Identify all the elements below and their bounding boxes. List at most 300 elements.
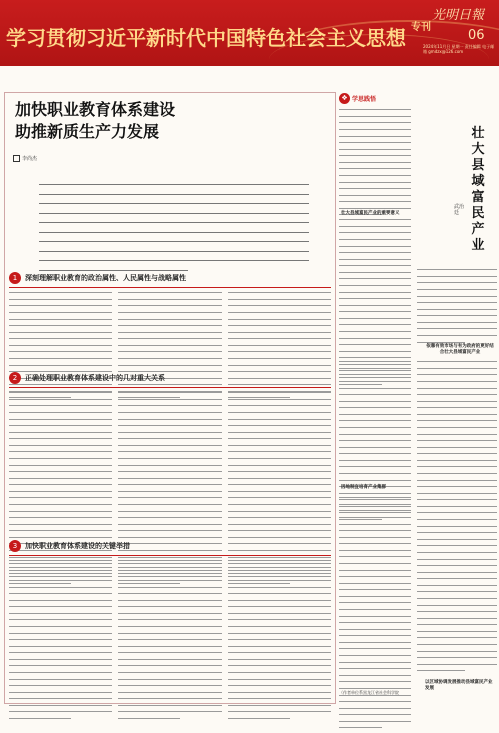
text-line [339,246,411,251]
text-line [228,626,331,631]
lede-line [39,251,309,260]
text-line [228,711,331,716]
text-line [118,619,221,624]
text-line [417,657,497,662]
text-line [417,598,497,603]
text-line [417,480,497,485]
text-line [339,311,411,316]
section-title: 加快职业教育体系建设的关键举措 [25,542,130,550]
text-line [9,345,112,350]
text-line [339,324,411,329]
text-line [228,652,331,657]
text-line [9,419,112,424]
text-line [9,438,112,443]
banner-title: 学习贯彻习近平新时代中国特色社会主义思想 [6,26,406,50]
text-line [339,149,411,154]
text-line [9,530,112,535]
text-line [9,692,112,697]
text-line [339,563,411,568]
page-number: 06 [468,28,485,43]
text-line [118,358,221,363]
text-line [339,122,411,127]
text-line [118,560,221,565]
text-line [9,319,112,324]
text-line [417,651,497,656]
text-line [9,567,112,572]
text-line [9,365,112,370]
text-line [417,493,497,498]
text-line [118,646,221,651]
text-line [228,445,331,450]
text-line [339,219,411,224]
section-number: 1 [9,272,21,284]
article-section [9,539,331,723]
text-line [417,473,497,478]
text-line [9,325,112,330]
sidebar-subhead: 因地制宜培育产业集群 [341,485,386,490]
text-line [339,434,411,439]
text-line [118,419,221,424]
text-line [118,451,221,456]
text-line [228,517,331,522]
text-line [228,606,331,611]
text-line [417,506,497,511]
text-line [417,565,497,570]
text-line [9,711,112,716]
text-line [118,491,221,496]
text-line [339,226,411,231]
masthead-banner [0,0,499,66]
text-line [339,155,411,160]
text-line [228,672,331,677]
text-line [339,648,411,653]
text-line [417,447,497,452]
text-line [339,331,411,336]
text-line [417,381,497,386]
text-line [9,425,112,430]
text-line [339,537,411,542]
text-line [339,727,382,732]
sidebar-author: 武治廷 [454,204,465,216]
text-line [118,573,221,578]
text-line [9,405,112,410]
text-line [339,576,411,581]
sidebar-text [339,108,411,220]
text-line [9,478,112,483]
text-line [339,259,411,264]
text-line [228,312,331,317]
text-line [118,698,221,703]
text-line [9,580,112,585]
text-line [339,440,411,445]
text-line [228,580,331,585]
text-line [417,624,497,629]
text-line [339,401,411,406]
text-line [417,276,497,281]
article-headline [15,99,175,143]
text-line [228,593,331,598]
text-line [417,611,497,616]
text-line [118,633,221,638]
author-affiliation: （作者单位系黑龙江省社会科学院 [339,690,399,695]
text-line [339,394,411,399]
text-line [9,465,112,470]
text-line [118,332,221,337]
text-line [228,351,331,356]
text-line [339,368,411,373]
text-line [339,466,411,471]
text-line [339,714,411,719]
text-line [339,675,411,680]
text-line [228,679,331,684]
text-line [339,361,411,366]
text-line [118,484,221,489]
lede-line [39,222,309,231]
text-line [228,685,331,690]
text-line [339,497,411,502]
text-line [228,458,331,463]
text-line [118,600,221,605]
text-line [228,471,331,476]
text-line [9,652,112,657]
text-line [417,368,497,373]
text-line [417,670,465,675]
text-line [417,322,497,327]
text-line [9,633,112,638]
text-line [417,637,497,642]
text-line [417,302,497,307]
text-line [9,593,112,598]
text-line [118,432,221,437]
author-name: 李尚杰 [22,156,38,162]
text-line [118,365,221,370]
sidebar-text [339,496,411,733]
text-line [228,491,331,496]
text-line [339,504,411,509]
text-line [9,626,112,631]
text-line [417,414,497,419]
text-line [118,292,221,297]
text-line [417,401,497,406]
text-line [118,312,221,317]
text-line [339,136,411,141]
text-line [417,512,497,517]
text-line [339,550,411,555]
text-line [339,668,411,673]
text-line [228,478,331,483]
text-line [339,374,411,379]
text-line [228,613,331,618]
text-line [228,358,331,363]
text-line [9,451,112,456]
text-line [9,613,112,618]
text-line [228,698,331,703]
text-line [228,530,331,535]
text-line [228,325,331,330]
text-line [9,517,112,522]
text-line [417,309,497,314]
text-line [118,567,221,572]
text-line [228,412,331,417]
section-number: 3 [9,540,21,552]
text-line [417,440,497,445]
text-line [228,633,331,638]
text-line [9,573,112,578]
text-line [417,388,497,393]
sidebar-subhead: 壮大县域富民产业的重要意义 [341,211,400,216]
text-line [339,622,411,627]
text-line [228,425,331,430]
text-line [339,602,411,607]
text-line [9,679,112,684]
text-line [339,420,411,425]
text-line [118,665,221,670]
text-line [228,432,331,437]
text-line [417,486,497,491]
text-line [118,399,221,404]
text-line [228,292,331,297]
text-line [118,711,221,716]
text-line [118,478,221,483]
text-line [118,530,221,535]
text-line [417,315,497,320]
text-line [228,718,290,723]
text-line [417,631,497,636]
text-line [417,545,497,550]
text-line [9,511,112,516]
text-line [417,296,497,301]
lede-line [39,213,309,222]
text-line [417,453,497,458]
text-line [339,129,411,134]
text-line [118,405,221,410]
text-line [228,484,331,489]
text-line [228,319,331,324]
section-body [9,559,331,723]
text-line [339,162,411,167]
text-line [118,705,221,710]
text-line [9,445,112,450]
text-line [339,305,411,310]
text-line [118,458,221,463]
text-line [118,517,221,522]
newspaper-logo: 光明日報 [432,8,485,23]
text-line [339,414,411,419]
text-line [228,665,331,670]
text-line [339,708,411,713]
text-line [118,685,221,690]
text-line [9,432,112,437]
text-line [228,600,331,605]
text-line [228,451,331,456]
text-line [339,109,411,114]
text-line [118,445,221,450]
text-line [118,438,221,443]
text-line [9,600,112,605]
text-line [339,407,411,412]
text-column [118,559,221,723]
text-line [417,664,497,669]
sidebar-subhead: 依靠有效市场与有为政府的更好结合壮大县域富民产业 [426,344,494,355]
column-icon: ❖ [339,93,350,104]
text-line [228,659,331,664]
text-line [417,618,497,623]
text-line [417,289,497,294]
text-line [417,374,497,379]
text-line [339,635,411,640]
text-line [339,298,411,303]
text-line [339,695,411,700]
text-line [339,616,411,621]
text-line [9,672,112,677]
text-line [339,609,411,614]
text-line [339,460,411,465]
text-line [9,491,112,496]
text-line [417,434,497,439]
text-line [339,530,411,535]
text-line [228,639,331,644]
sidebar-article [339,92,497,704]
text-line [228,504,331,509]
text-line [339,629,411,634]
text-line [118,425,221,430]
text-line [417,605,497,610]
section-heading [9,371,331,385]
text-line [339,642,411,647]
text-line [9,332,112,337]
text-line [228,511,331,516]
text-line [339,265,411,270]
text-line [339,589,411,594]
text-line [9,705,112,710]
text-line [417,499,497,504]
text-line [339,239,411,244]
text-line [9,412,112,417]
text-line [339,278,411,283]
text-line [228,332,331,337]
text-line [228,646,331,651]
text-line [339,473,411,478]
text-line [118,718,180,723]
text-line [339,701,411,706]
text-line [118,580,221,585]
sidebar-text [417,360,497,676]
text-line [417,526,497,531]
text-line [228,345,331,350]
text-line [9,524,112,529]
text-line [339,681,411,686]
text-line [118,587,221,592]
text-line [9,312,112,317]
text-line [228,338,331,343]
text-line [118,305,221,310]
text-line [339,272,411,277]
lede-line [39,203,309,212]
sidebar-subhead: 以区域协调发展推动县域富民产业发展 [425,680,493,691]
sidebar-text [417,268,497,347]
lede-line [39,184,309,193]
text-line [9,587,112,592]
edition-meta: 2024年11月日 星期一 责任编辑 电子邮箱 gmdzx@126.com [423,44,495,54]
text-line [339,510,411,515]
text-line [339,338,411,343]
author-box-icon [13,155,20,162]
text-line [339,285,411,290]
text-line [417,591,497,596]
text-line [9,504,112,509]
text-line [228,365,331,370]
section-heading [9,271,331,285]
text-line [9,646,112,651]
text-line [339,175,411,180]
headline-line: 加快职业教育体系建设 [15,100,176,119]
text-line [417,644,497,649]
text-line [339,292,411,297]
text-line [339,351,411,356]
text-line [9,292,112,297]
text-line [417,519,497,524]
text-line [417,335,497,340]
text-line [9,497,112,502]
text-line [339,556,411,561]
text-line [118,511,221,516]
text-line [339,388,411,393]
text-line [228,497,331,502]
text-line [9,698,112,703]
text-line [228,692,331,697]
text-line [417,559,497,564]
text-line [118,692,221,697]
text-line [228,560,331,565]
text-line [339,142,411,147]
text-line [9,665,112,670]
text-line [417,466,497,471]
section-heading [9,539,331,553]
text-line [9,358,112,363]
text-line [339,721,411,726]
text-line [118,504,221,509]
text-line [339,662,411,667]
section-title: 深刻理解职业教育的政治属性、人民属性与战略属性 [25,274,186,282]
text-line [118,299,221,304]
text-line [228,419,331,424]
text-line [339,596,411,601]
text-line [228,705,331,710]
column-label: 学思践悟 [352,95,377,103]
text-line [9,639,112,644]
text-line [417,427,497,432]
text-line [228,305,331,310]
text-line [118,524,221,529]
text-line [9,458,112,463]
banner-tag: 专刊 [411,22,431,33]
text-line [339,195,411,200]
lede-line [39,232,309,241]
text-line [9,718,71,723]
text-line [118,345,221,350]
text-line [417,572,497,577]
text-line [118,471,221,476]
text-line [228,438,331,443]
text-line [339,453,411,458]
text-column [228,559,331,723]
text-line [9,471,112,476]
text-line [339,427,411,432]
text-line [417,361,497,366]
text-line [339,583,411,588]
text-line [9,484,112,489]
column-header [339,92,497,104]
